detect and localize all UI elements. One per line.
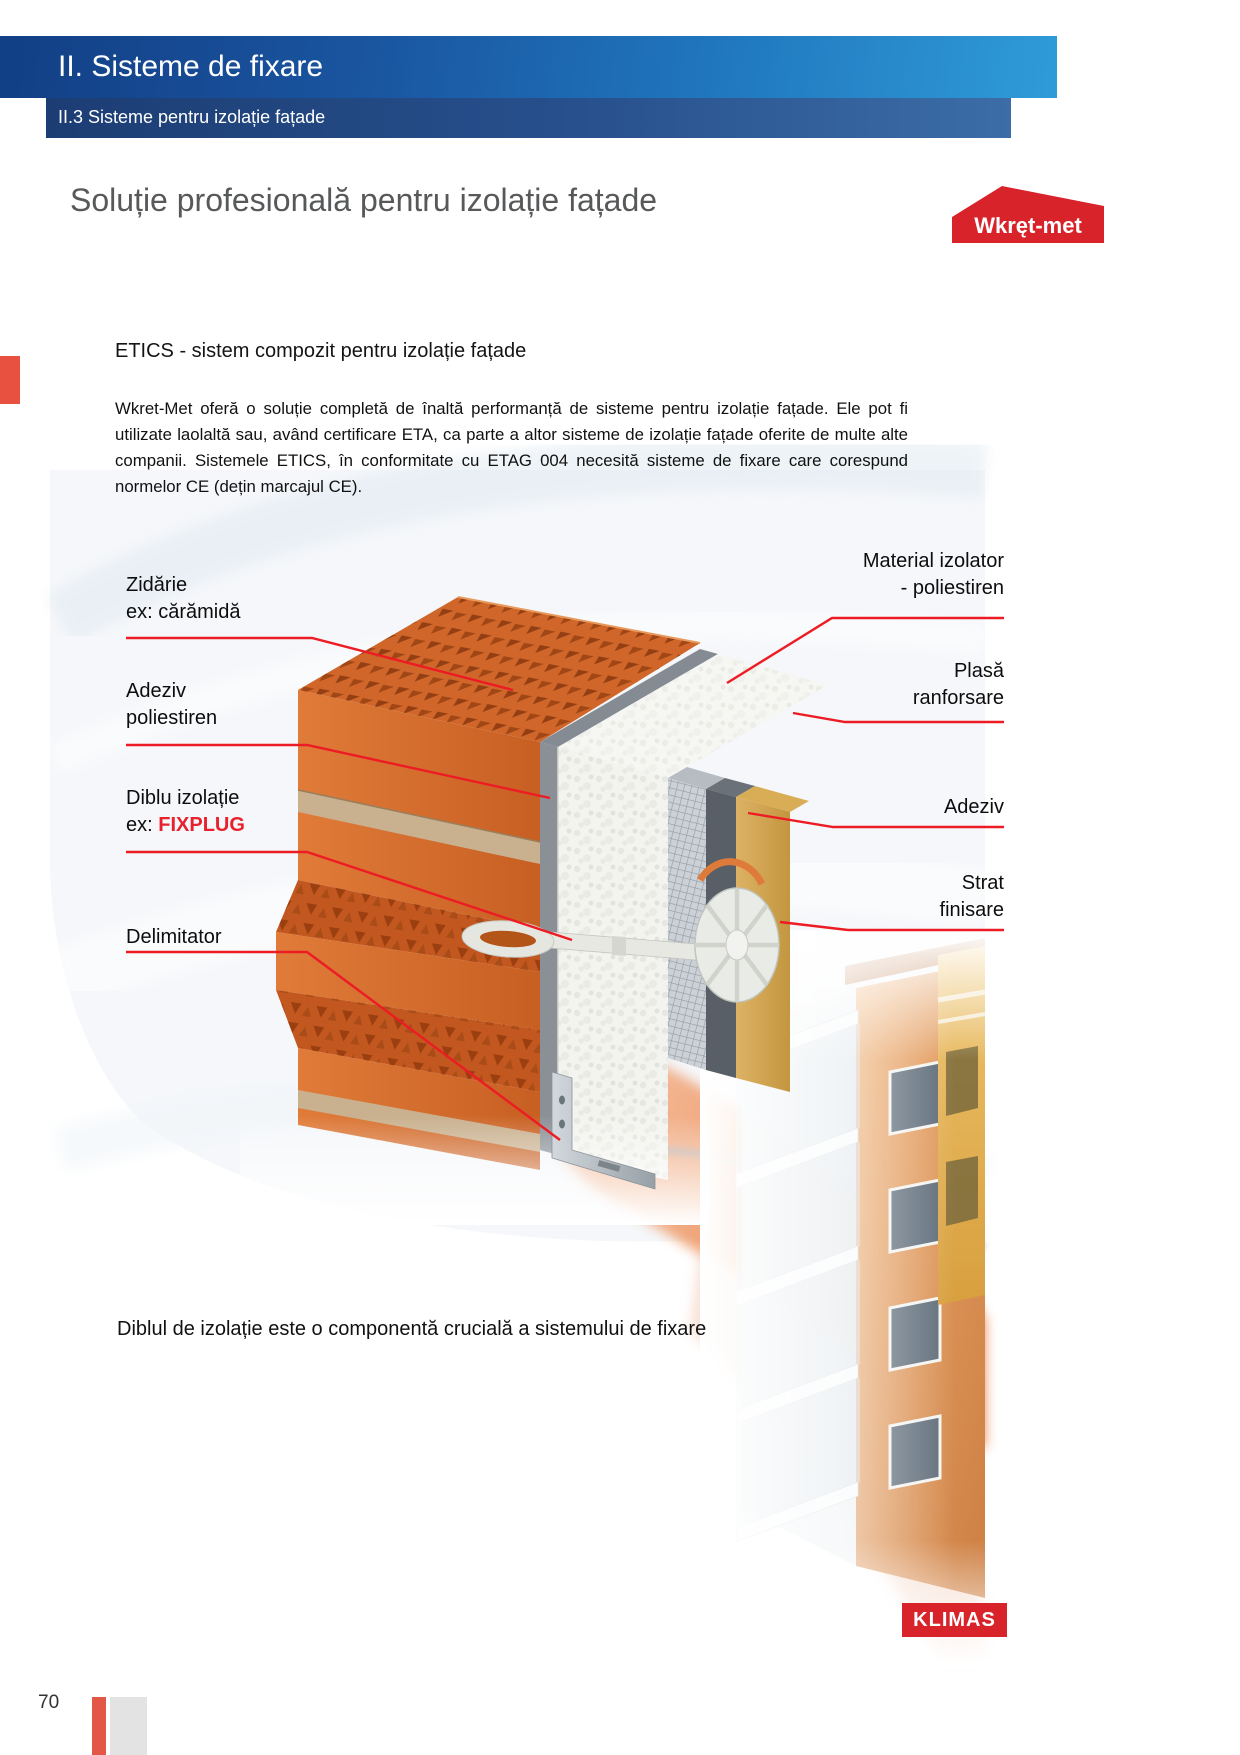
diagram-caption: Diblul de izolație este o componentă crucială a sistemului de fixare (117, 1318, 707, 1340)
label-zidarie-line1: Zidărie (126, 574, 188, 596)
margin-marker (0, 356, 20, 404)
wkret-met-logo-text: Wkręt-met (974, 213, 1082, 238)
label-strat-line1: Strat (961, 872, 1004, 894)
chapter-header-bar (0, 36, 1057, 98)
label-adeziv-right-line1: Adeziv (943, 796, 1004, 818)
label-material-line1: Material izolator (862, 550, 1004, 572)
chapter-title: II. Sisteme de fixare (58, 50, 324, 83)
label-material-line2: - poliestiren (900, 577, 1004, 599)
page-number: 70 (38, 1692, 60, 1713)
label-fixplug-product: FIXPLUG (158, 814, 245, 836)
intro-paragraph: Wkret-Met oferă o soluție completă de înaltă performanță de sisteme pentru izolație fațade. Ele pot fi utilizate laolaltă sau, având certificare ETA, ca parte a altor sisteme de izolație fațade oferite de multe alte companii. Sistemele ETICS, în conformitate cu ETAG 004 necesită sisteme de fixare care corespund normelor CE (dețin marcajul CE). (115, 399, 908, 496)
section-header-bar (46, 98, 1011, 138)
label-diblu-line1: Diblu izolație (126, 787, 240, 809)
label-material-izolator (863, 548, 1004, 602)
section-title: II.3 Sisteme pentru izolație fațade (58, 107, 326, 127)
label-delimitator-line1: Delimitator (126, 926, 222, 948)
label-adeziv-line2: poliestiren (126, 707, 218, 729)
label-adeziv-poliestiren (126, 678, 217, 732)
label-diblu-line2 (126, 812, 245, 839)
label-diblu-izolatie (126, 785, 245, 839)
label-adeziv-right (944, 794, 1004, 821)
footer-red-bar (92, 1697, 106, 1755)
klimas-logo: KLIMAS (902, 1603, 1007, 1637)
etics-heading: ETICS - sistem compozit pentru izolație fațade (115, 340, 527, 362)
label-zidarie-line2: ex: cărămidă (126, 601, 241, 623)
label-diblu-prefix: ex: (126, 814, 159, 836)
label-plasa-line2: ranforsare (912, 687, 1004, 709)
label-zidarie (126, 572, 241, 626)
dowel-disc (695, 888, 779, 1002)
label-plasa-line1: Plasă (953, 660, 1004, 682)
wkret-met-logo (952, 186, 1104, 243)
label-adeziv-line1: Adeziv (126, 680, 187, 702)
label-delimitator (126, 924, 222, 951)
label-strat-finisare (940, 870, 1004, 924)
page-title: Soluție profesională pentru izolație fațade (70, 182, 658, 218)
label-plasa-ranforsare (913, 658, 1004, 712)
label-strat-line2: finisare (939, 899, 1004, 921)
footer-gray-bar (110, 1697, 147, 1755)
